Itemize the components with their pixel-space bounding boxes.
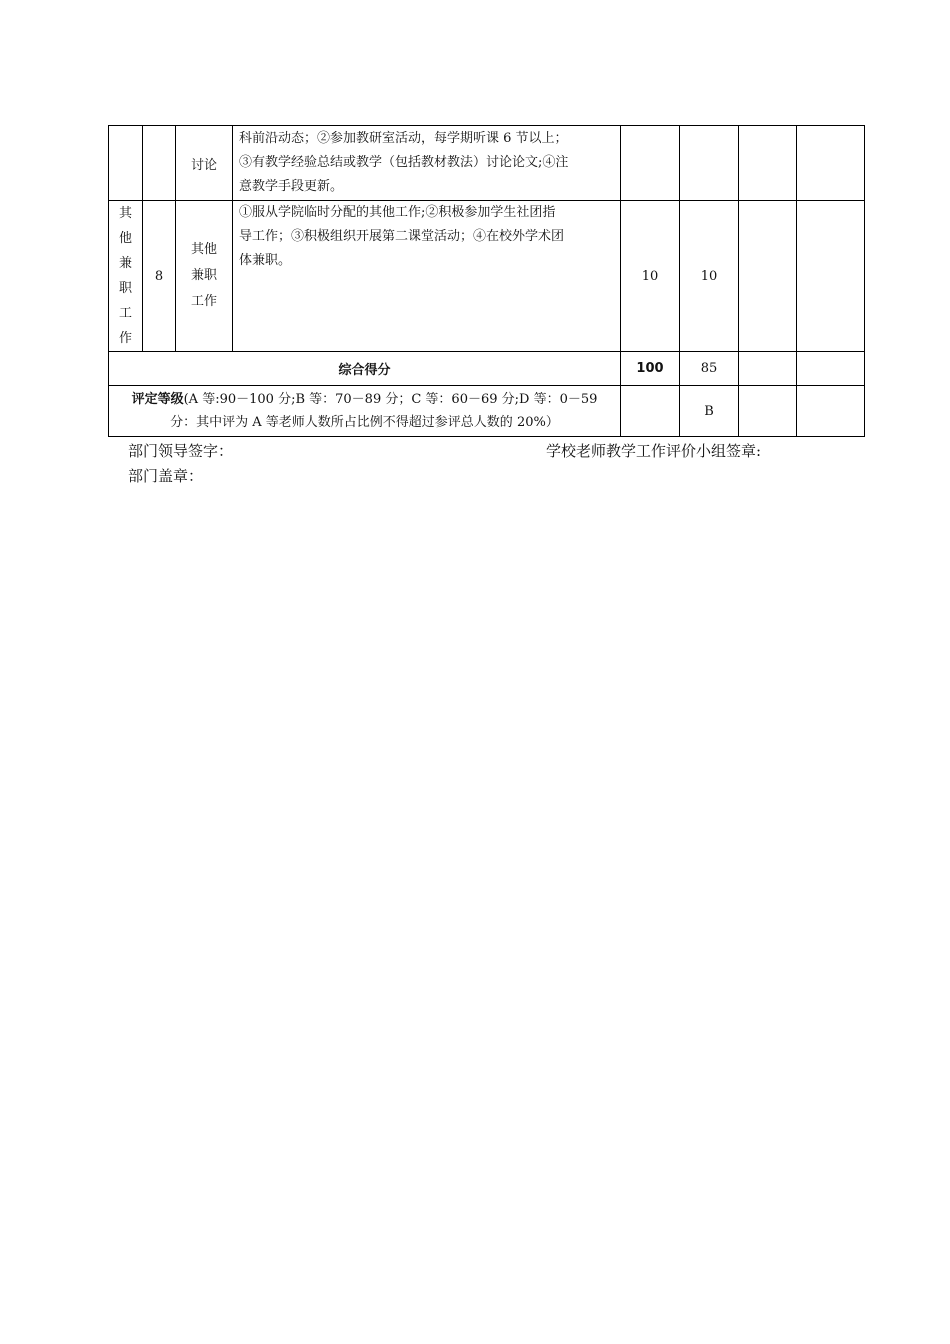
index-cell: 8: [143, 201, 176, 352]
item-cell: 讨论: [176, 126, 233, 201]
blank-cell: [621, 386, 680, 437]
description-cell: ①服从学院临时分配的其他工作;②积极参加学生社团指 导工作；③积极组织开展第二课堂活动；④在校外学术团 体兼职。: [233, 201, 621, 352]
total-full-score: 100: [621, 352, 680, 386]
dept-leader-signature: 部门领导签字：: [128, 442, 234, 460]
blank-cell: [739, 201, 797, 352]
category-cell: 其 他 兼 职 工 作: [109, 201, 143, 352]
blank-cell: [797, 201, 865, 352]
total-label: 综合得分: [109, 352, 621, 386]
blank-cell: [739, 386, 797, 437]
blank-cell: [797, 126, 865, 201]
blank-cell: [797, 352, 865, 386]
blank-cell: [739, 352, 797, 386]
dept-seal: 部门盖章：: [128, 467, 204, 485]
grade-description: 评定等级(A 等:90－100 分;B 等：70－89 分；C 等：60－69 分;D 等：0－59 分：其中评为 A 等老师人数所占比例不得超过参评总人数的 20%）: [109, 386, 621, 437]
description-cell: 科前沿动态；②参加教研室活动，每学期听课 6 节以上； ③有教学经验总结或教学（包括教材教法）讨论论文;④注 意教学手段更新。: [233, 126, 621, 201]
blank-cell: [739, 126, 797, 201]
index-cell: [143, 126, 176, 201]
grade-value: B: [680, 386, 739, 437]
blank-cell: [797, 386, 865, 437]
full-score-cell: 10: [621, 201, 680, 352]
score-cell: 10: [680, 201, 739, 352]
item-cell: 其他 兼职 工作: [176, 201, 233, 352]
table-row-other-duties: [109, 201, 865, 352]
committee-signature: 学校老师教学工作评价小组签章:: [546, 442, 762, 460]
table-row-grade: [109, 386, 865, 437]
evaluation-table: [108, 125, 865, 437]
table-row-total: [109, 352, 865, 386]
full-score-cell: [621, 126, 680, 201]
table-row-discussion: [109, 126, 865, 201]
total-score: 85: [680, 352, 739, 386]
score-cell: [680, 126, 739, 201]
category-cell: [109, 126, 143, 201]
